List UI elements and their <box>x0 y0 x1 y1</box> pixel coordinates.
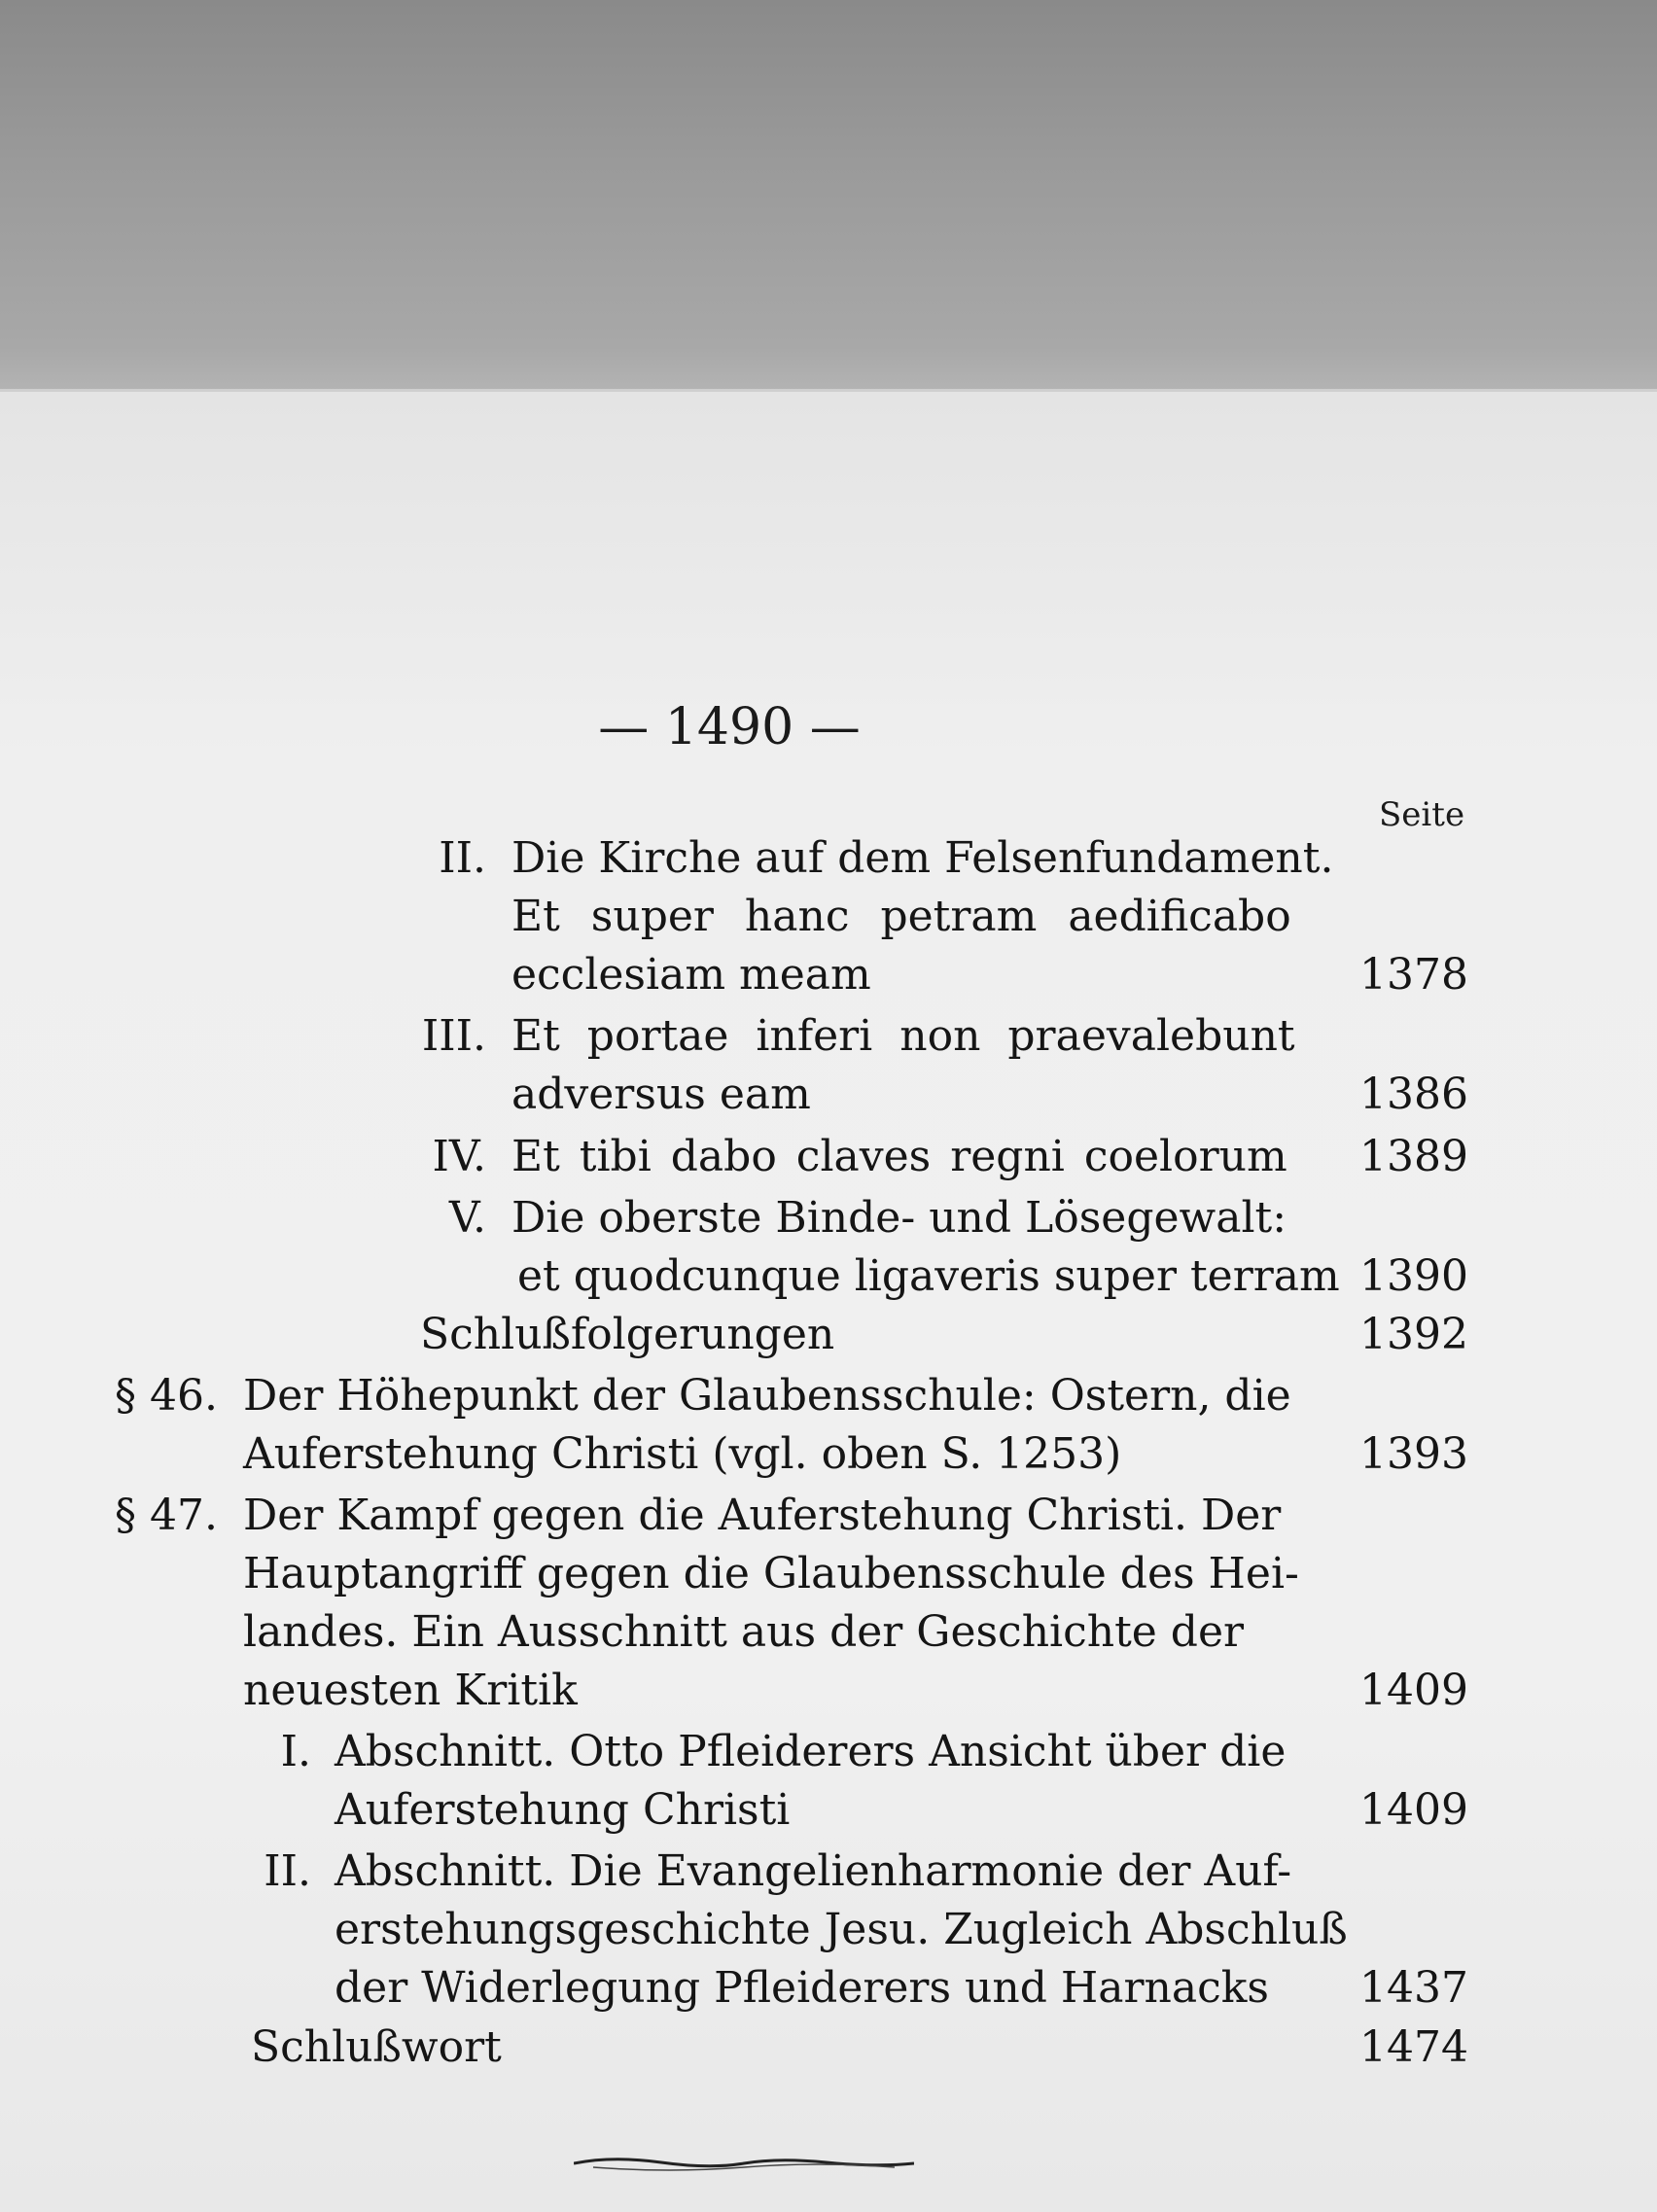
toc-page: 1392 <box>1359 1310 1468 1359</box>
toc-page: 1409 <box>1359 1785 1468 1835</box>
toc-page: 1393 <box>1359 1429 1468 1479</box>
toc-line <box>0 1487 1657 1545</box>
toc-line <box>0 1723 1657 1781</box>
seite-column-label: Seite <box>1379 795 1465 834</box>
toc-text: et quodcunque ligaveris super terram <box>517 1251 1340 1301</box>
toc-text: Der Kampf gegen die Auferstehung Christi. Der <box>243 1491 1282 1540</box>
toc-page: 1409 <box>1359 1666 1468 1715</box>
toc-number: IV. <box>432 1132 486 1181</box>
toc-text: Et super hanc petram aedificabo <box>511 892 1291 941</box>
toc-line <box>0 1603 1657 1662</box>
toc-number: § 46. <box>115 1371 218 1421</box>
toc-line <box>0 888 1657 946</box>
page-number: — 1490 — <box>598 698 861 756</box>
toc-number: II. <box>264 1846 311 1896</box>
toc-text: Schlußwort <box>251 2022 502 2072</box>
toc-line <box>0 2019 1657 2077</box>
end-flourish-ornament <box>574 2154 914 2175</box>
toc-page: 1390 <box>1359 1251 1468 1301</box>
toc-line <box>0 1781 1657 1840</box>
toc-line <box>0 1189 1657 1247</box>
toc-line <box>0 1425 1657 1484</box>
toc-text: Der Höhepunkt der Glaubensschule: Ostern, die <box>243 1371 1291 1421</box>
toc-text: neuesten Kritik <box>243 1666 578 1715</box>
toc-text: erstehungsgeschichte Jesu. Zugleich Abschluß <box>335 1905 1348 1954</box>
toc-text: Abschnitt. Die Evangelienharmonie der Auf- <box>335 1846 1292 1896</box>
toc-text: Et tibi dabo claves regni coelorum <box>511 1132 1287 1181</box>
toc-text: Die Kirche auf dem Felsenfundament. <box>511 833 1334 883</box>
background-book-page <box>0 0 1657 408</box>
toc-text: Et portae inferi non praevalebunt <box>511 1011 1295 1061</box>
toc-text: Hauptangriff gegen die Glaubensschule des Hei- <box>243 1549 1299 1598</box>
toc-text: Auferstehung Christi (vgl. oben S. 1253) <box>243 1429 1122 1479</box>
toc-page: 1386 <box>1359 1070 1468 1119</box>
toc-text: Schlußfolgerungen <box>420 1310 835 1359</box>
toc-text: landes. Ein Ausschnitt aus der Geschichte der <box>243 1607 1245 1657</box>
toc-page: 1474 <box>1359 2022 1468 2072</box>
toc-text: Auferstehung Christi <box>335 1785 791 1835</box>
toc-line <box>0 829 1657 888</box>
toc-line <box>0 946 1657 1004</box>
toc-text: adversus eam <box>511 1070 811 1119</box>
toc-number: I. <box>280 1727 311 1776</box>
toc-page: 1389 <box>1359 1132 1468 1181</box>
toc-line <box>0 1066 1657 1124</box>
toc-line <box>0 1007 1657 1066</box>
toc-line <box>0 1306 1657 1364</box>
toc-line <box>0 1959 1657 2018</box>
toc-text: ecclesiam meam <box>511 950 871 1000</box>
toc-line <box>0 1843 1657 1901</box>
toc-page: 1437 <box>1359 1963 1468 2013</box>
toc-number: III. <box>421 1011 486 1061</box>
toc-number: II. <box>439 833 486 883</box>
toc-line <box>0 1545 1657 1603</box>
toc-text: Abschnitt. Otto Pfleiderers Ansicht über die <box>335 1727 1287 1776</box>
toc-line <box>0 1247 1657 1306</box>
toc-text: der Widerlegung Pfleiderers und Harnacks <box>335 1963 1269 2013</box>
toc-line <box>0 1901 1657 1959</box>
toc-page: 1378 <box>1359 950 1468 1000</box>
toc-number: § 47. <box>115 1491 218 1540</box>
toc-text: Die oberste Binde- und Lösegewalt: <box>511 1193 1287 1243</box>
toc-line <box>0 1367 1657 1425</box>
toc-number: V. <box>448 1193 486 1243</box>
toc-line <box>0 1662 1657 1720</box>
document-page <box>0 389 1657 2212</box>
toc-line <box>0 1128 1657 1186</box>
